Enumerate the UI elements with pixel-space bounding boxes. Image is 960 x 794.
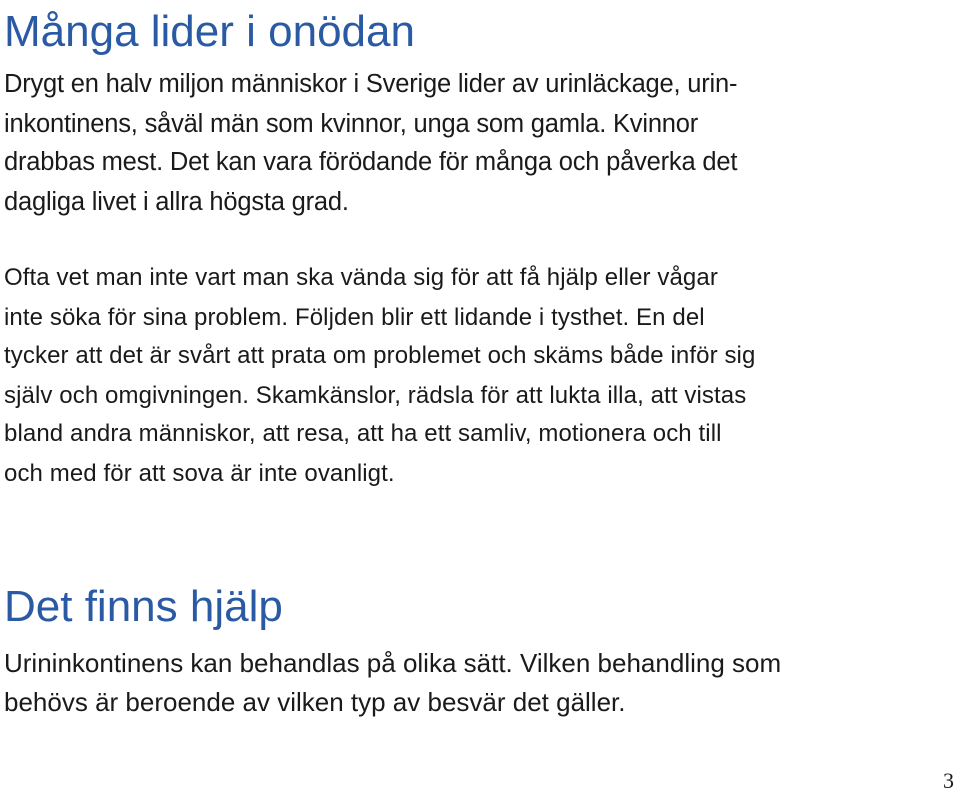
paragraph-line: tycker att det är svårt att prata om problemet och skäms både inför sig bbox=[4, 342, 756, 369]
paragraph-line: och med för att sova är inte ovanligt. bbox=[4, 460, 395, 487]
paragraph-line: behövs är beroende av vilken typ av besvär det gäller. bbox=[4, 687, 626, 717]
paragraph-line: dagliga livet i allra högsta grad. bbox=[4, 188, 349, 216]
paragraph-line: Urininkontinens kan behandlas på olika sätt. Vilken behandling som bbox=[4, 648, 782, 678]
paragraph-line: drabbas mest. Det kan vara förödande för många och påverka det bbox=[4, 148, 738, 176]
paragraph-line: Ofta vet man inte vart man ska vända sig för att få hjälp eller vågar bbox=[4, 264, 718, 291]
paragraph-line: inkontinens, såväl män som kvinnor, unga som gamla. Kvinnor bbox=[4, 110, 699, 138]
paragraph-line: inte söka för sina problem. Följden blir ett lidande i tysthet. En del bbox=[4, 304, 705, 331]
paragraph-line: bland andra människor, att resa, att ha ett samliv, motionera och till bbox=[4, 420, 722, 447]
paragraph-line: själv och omgivningen. Skamkänslor, rädsla för att lukta illa, att vistas bbox=[4, 382, 747, 409]
page-number: 3 bbox=[943, 768, 954, 793]
section-heading-help-available: Det finns hjälp bbox=[4, 582, 283, 631]
section-heading-many-suffer: Många lider i onödan bbox=[4, 7, 415, 56]
paragraph-line: Drygt en halv miljon människor i Sverige lider av urinläckage, urin- bbox=[4, 70, 738, 98]
